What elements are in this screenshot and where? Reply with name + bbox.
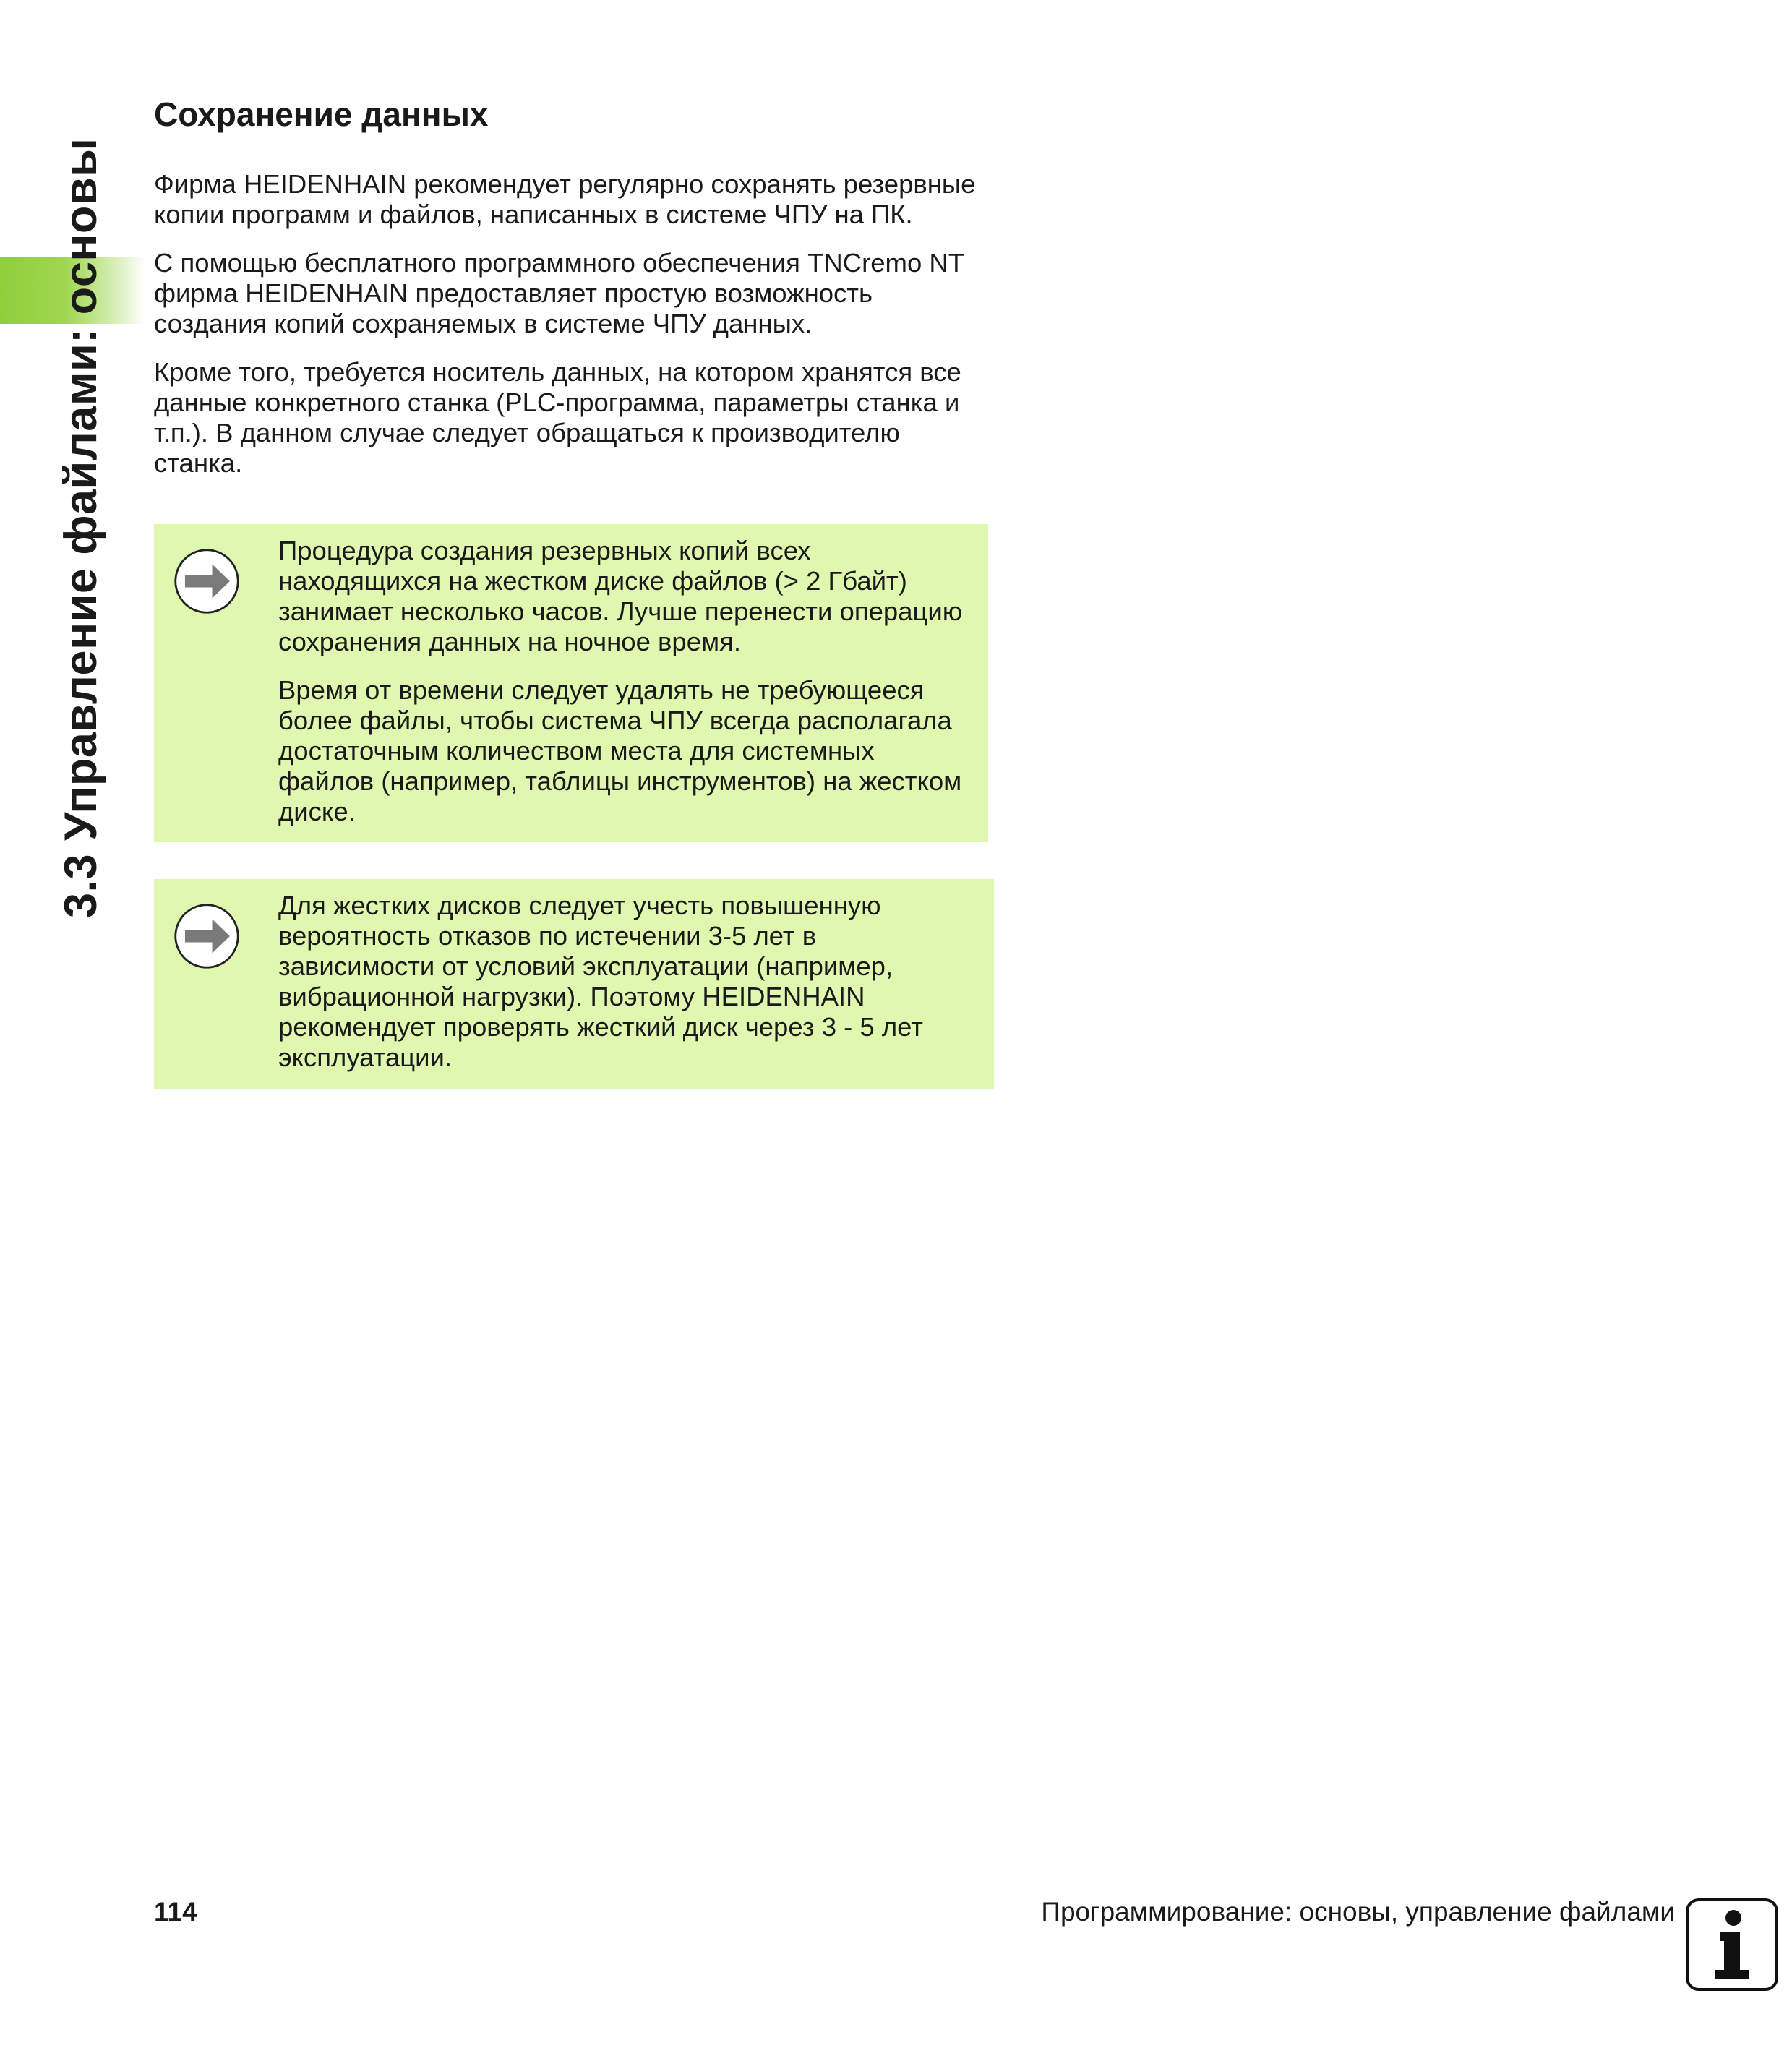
paragraph: С помощью бесплатного программного обеспечения TNCremo NT фирма HEIDENHAIN предоставляет простую возможность создания копий сохраняемых в системе ЧПУ данных. xyxy=(154,248,964,338)
note-text xyxy=(278,536,972,845)
note-box xyxy=(154,879,994,1089)
main-content xyxy=(154,93,993,497)
note-paragraph: Время от времени следует удалять не требующееся более файлы, чтобы система ЧПУ всегда располагала достаточным количеством места для системных файлов (например, таблицы инструментов) на жестком диске. xyxy=(278,675,962,826)
arrow-right-icon xyxy=(173,902,241,970)
note-box xyxy=(154,524,988,842)
note-paragraph: Для жестких дисков следует учесть повышенную вероятность отказов по истечении 3-5 лет в зависимости от условий эксплуатации (например, вибрационной нагрузки). Поэтому HEIDENHAIN рекомендует проверять жесткий диск через 3 - 5 лет эксплуатации. xyxy=(278,891,923,1072)
page-number: 114 xyxy=(154,1897,197,1927)
note-text xyxy=(278,891,972,1091)
paragraph: Кроме того, требуется носитель данных, на котором хранятся все данные конкретного станка (PLC-программа, параметры станка и т.п.). В данном случае следует обращаться к производителю станка. xyxy=(154,357,961,478)
section-title: Сохранение данных xyxy=(154,95,489,133)
paragraph: Фирма HEIDENHAIN рекомендует регулярно сохранять резервные копии программ и файлов, написанных в системе ЧПУ на ПК. xyxy=(154,169,976,229)
note-paragraph: Процедура создания резервных копий всех находящихся на жестком диске файлов (> 2 Гбайт) занимает несколько часов. Лучше перенести операцию сохранения данных на ночное время. xyxy=(278,536,963,656)
arrow-right-icon xyxy=(173,547,241,615)
info-icon xyxy=(1685,1898,1779,1992)
chapter-heading: 3.3 Управление файлами: основы xyxy=(56,137,106,918)
footer-title: Программирование: основы, управление файлами xyxy=(1041,1897,1675,1927)
